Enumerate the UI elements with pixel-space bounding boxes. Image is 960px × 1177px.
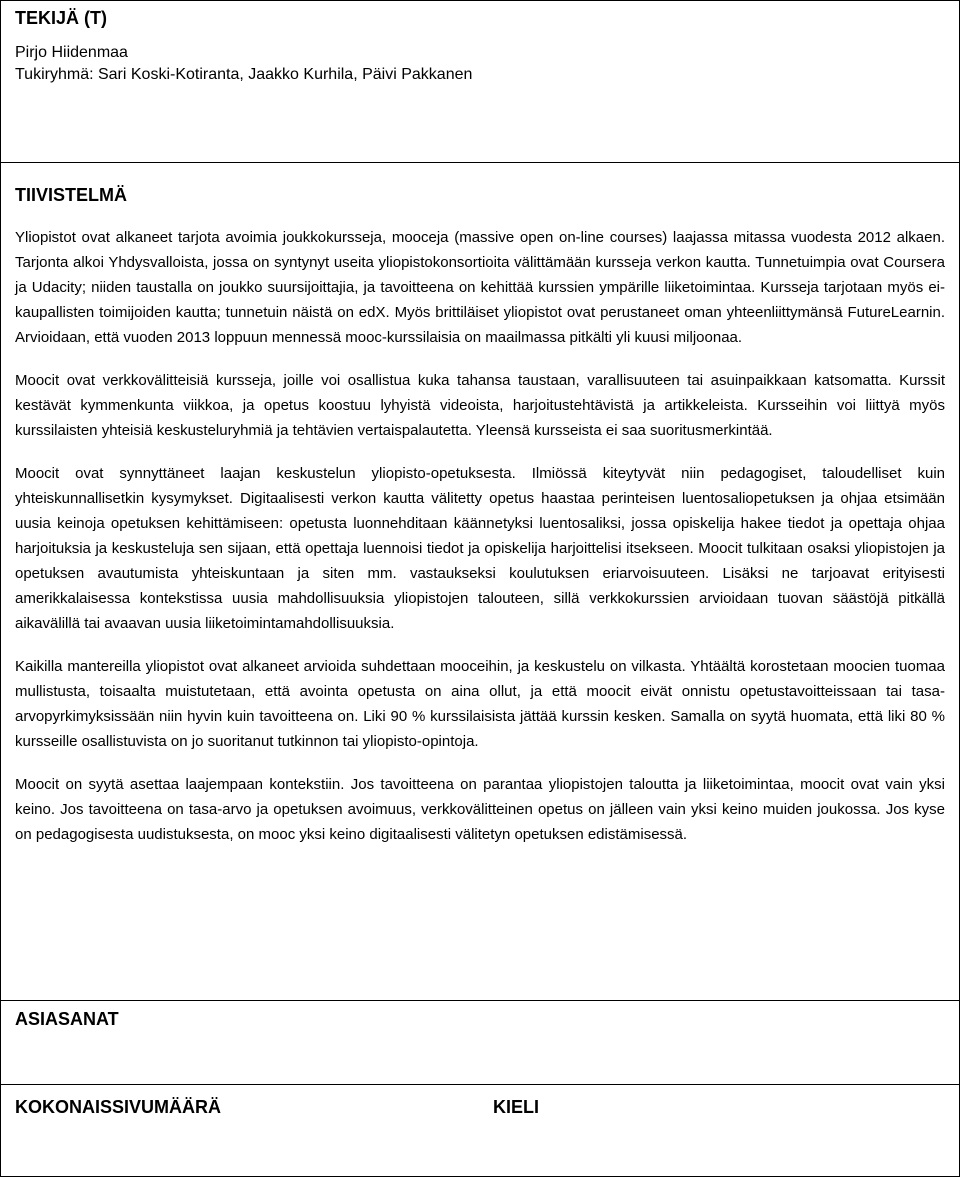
support-group: Tukiryhmä: Sari Koski-Kotiranta, Jaakko Kurhila, Päivi Pakkanen [15,66,473,83]
section-divider [1,1084,959,1085]
keywords-heading: ASIASANAT [15,1009,119,1029]
abstract-paragraph: Moocit ovat synnyttäneet laajan keskustelun yliopisto-opetuksesta. Ilmiössä kiteytyvät niin pedagogiset, taloudelliset kuin yhteiskunnallisetkin kysymykset. Digitaalisesti verkon kautta välitetty opetus haastaa perinteisen luentosaliopetuksen ja ohjaa etsimään uusia keinoja opetuksen kehittämiseen: opetusta luonnehditaan käännetyksi luentosaliksi, jossa opiskelija hakee tiedot ja opettaja ohjaa harjoituksia ja keskusteluja sen sijaan, että opettaja luennoisi tiedot ja opiskelija harjoittelisi itsekseen. Moocit tulkitaan osaksi yliopistojen ja opetuksen avautumista yhteiskuntaan ja siten mm. vastaukseksi koulutuksen eriarvoisuuteen. Lisäksi ne tarjoavat erityisesti amerikkalaisessa kontekstissa uusia mahdollisuuksia yliopistojen talouteen, sillä verkkokurssien arvioidaan tuovan säästöjä pitkällä aikavälillä tai avaavan uusia liiketoimintamahdollisuuksia. [15,465,945,632]
abstract-heading: TIIVISTELMÄ [15,185,127,205]
section-divider [1,1000,959,1001]
total-pages-heading: KOKONAISSIVUMÄÄRÄ [15,1097,222,1117]
abstract-paragraph: Yliopistot ovat alkaneet tarjota avoimia joukkokursseja, mooceja (massive open on-line courses) laajassa mitassa vuodesta 2012 alkaen. Tarjonta alkoi Yhdysvalloista, jossa on syntynyt useita yliopistokonsortioita välittämään kursseja verkon kautta. Tunnetuimpia ovat Coursera ja Udacity; niiden taustalla on joukko suursijoittajia, ja tavoitteena on kehittää kurssien ympärille liiketoimintaa. Kursseja tarjotaan myös ei-kaupallisten toimijoiden kautta; tunnetuin näistä on edX. Myös brittiläiset yliopistot ovat perustaneet oman yhteenliittymänsä FutureLearnin. Arvioidaan, että vuoden 2013 loppuun mennessä mooc-kurssilaisia on maailmassa pitkälti yli kuusi miljoonaa. [15,229,945,346]
footer-section [15,1096,945,1118]
section-divider [1,162,959,163]
author-heading: TEKIJÄ (T) [15,8,107,28]
author-section [15,7,945,86]
language-heading: KIELI [493,1097,540,1117]
abstract-paragraph: Kaikilla mantereilla yliopistot ovat alkaneet arvioida suhdettaan mooceihin, ja keskustelu on vilkasta. Yhtäältä korostetaan moocien tuomaa mullistusta, toisaalta muistutetaan, että avointa opetusta on aina ollut, ja että moocit eivät onnistu opetustavoitteissaan tai tasa-arvopyrkimyksissään niin hyvin kuin tavoitteena on. Liki 90 % kurssilaisista jättää kurssin kesken. Samalla on syytä huomata, että liki 80 % kursseille osallistuvista on jo suoritanut tutkinnon tai yliopisto-opintoja. [15,658,945,750]
keywords-section [15,1008,945,1030]
abstract-paragraph: Moocit ovat verkkovälitteisiä kursseja, joille voi osallistua kuka tahansa taustaan, varallisuuteen tai asuinpaikkaan katsomatta. Kurssit kestävät kymmenkunta viikkoa, ja opetus koostuu lyhyistä videoista, harjoitustehtävistä ja artikkeleista. Kursseihin voi liittyä myös kurssilaisten yhteisiä keskusteluryhmiä ja tehtävien vertaispalautetta. Yleensä kursseista ei saa suoritusmerkintää. [15,372,945,439]
abstract-section [15,184,945,847]
author-name: Pirjo Hiidenmaa [15,44,128,61]
abstract-paragraph: Moocit on syytä asettaa laajempaan kontekstiin. Jos tavoitteena on parantaa yliopistojen taloutta ja liiketoimintaa, moocit ovat vain yksi keino. Jos tavoitteena on tasa-arvo ja opetuksen avoimuus, verkkovälitteinen opetus on jälleen vain yksi keino muiden joukossa. Jos kyse on pedagogisesta uudistuksesta, on mooc yksi keino digitaalisesti välitetyn opetuksen edistämisessä. [15,776,945,843]
